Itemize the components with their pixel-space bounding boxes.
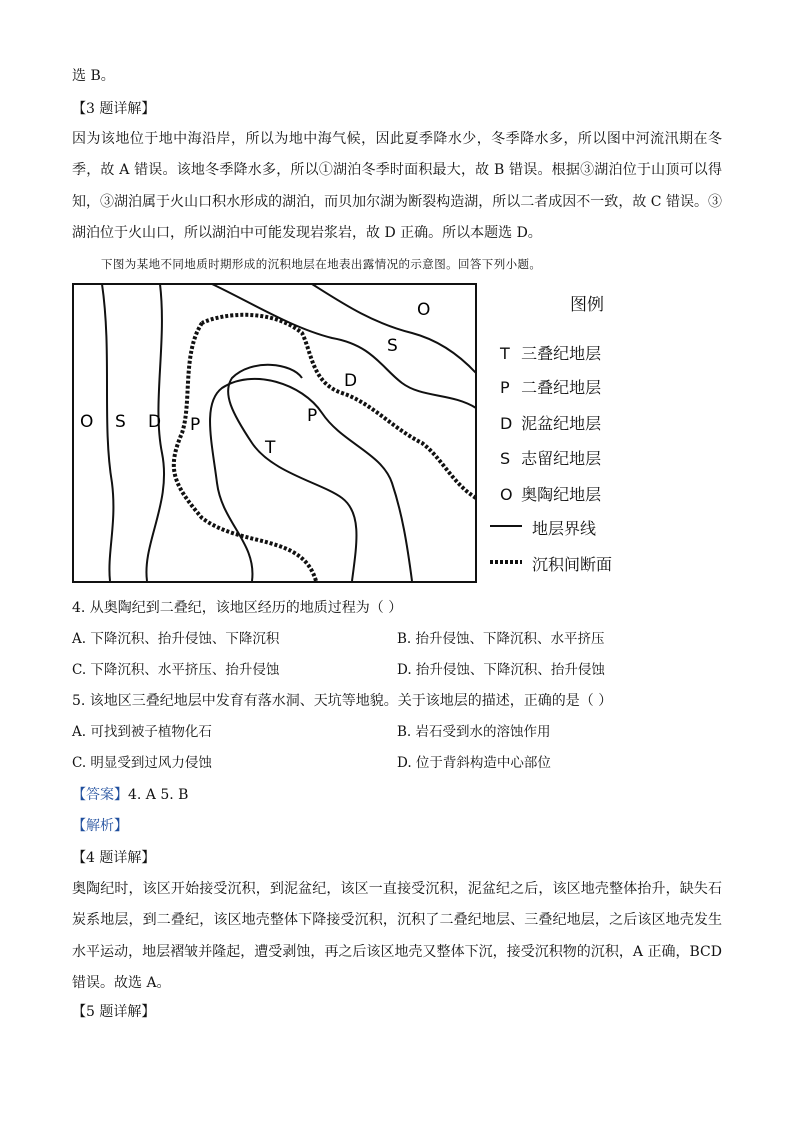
q5-option-a: A. 可找到被子植物化石	[72, 724, 212, 740]
legend-unconformity-label: 沉积间断面	[532, 555, 613, 574]
map-label-d-left: D	[148, 412, 162, 432]
legend-item-o: O 奥陶纪地层	[500, 485, 602, 504]
map-label-o-left: O	[80, 412, 94, 432]
q5-option-d: D. 位于背斜构造中心部位	[397, 755, 551, 771]
map-label-p-left: P	[190, 415, 201, 435]
analysis-label: 【解析】	[72, 818, 128, 834]
answer-line	[72, 785, 188, 805]
answer-value: 4. A 5. B	[128, 787, 189, 803]
legend-item-d: D 泥盆纪地层	[500, 414, 602, 433]
legend-title: 图例	[570, 295, 604, 315]
q4-detail-text: 奥陶纪时，该区开始接受沉积，到泥盆纪，该区一直接受沉积，泥盆纪之后，该区地壳整体抬升，缺失石炭系地层，到二叠纪，该区地壳整体下降接受沉积，沉积了二叠纪地层、三叠纪地层，之后该区地壳发生水平运动，地层褶皱并隆起，遭受剥蚀，再之后该区地壳又整体下沉，接受沉积物的沉积，A 正确，BCD 错误。故选 A。	[72, 881, 722, 992]
previous-answer-tail: 选 B。	[72, 68, 115, 84]
map-frame	[73, 284, 476, 582]
map-label-t-center: T	[265, 438, 276, 458]
q3-detail-text: 因为该地位于地中海沿岸，所以为地中海气候，因此夏季降水少，冬季降水多，所以图中河流汛期在冬季，故 A 错误。该地冬季降水多，所以①湖泊冬季时面积最大，故 B 错误。根据③湖泊位于山顶可以得知，③湖泊属于火山口积水形成的湖泊，而贝加尔湖为断裂构造湖，所以二者成因不一致，故 C 错误。③湖泊位于火山口，所以湖泊中可能发现岩浆岩，故 D 正确。所以本题选 D。	[72, 131, 722, 242]
legend-item-s: S 志留纪地层	[500, 449, 602, 468]
q5-option-b: B. 岩石受到水的溶蚀作用	[397, 724, 551, 740]
map-label-o-top: O	[417, 300, 431, 320]
q5-option-c: C. 明显受到过风力侵蚀	[72, 755, 212, 771]
q4-option-b: B. 抬升侵蚀、下降沉积、水平挤压	[397, 631, 605, 647]
answer-label: 【答案】	[72, 787, 128, 803]
boundary-line-symbol	[490, 520, 522, 532]
legend-item-p: P 二叠纪地层	[500, 378, 602, 397]
q5-stem: 5. 该地区三叠纪地层中发育有落水洞、天坑等地貌。关于该地层的描述，正确的是（ ）	[72, 693, 613, 709]
q4-option-c: C. 下降沉积、水平挤压、抬升侵蚀	[72, 662, 280, 678]
unconformity-symbol	[490, 556, 522, 568]
legend-boundary-label: 地层界线	[532, 519, 597, 538]
q4-option-d: D. 抬升侵蚀、下降沉积、抬升侵蚀	[397, 662, 605, 678]
map-label-d-mid: D	[344, 371, 358, 391]
map-label-s-left: S	[115, 412, 126, 432]
q4-detail-title: 【4 题详解】	[72, 850, 156, 866]
map-label-p-mid: P	[307, 406, 318, 426]
geologic-map	[72, 283, 477, 583]
map-label-s-top: S	[387, 336, 398, 356]
q5-detail-title: 【5 题详解】	[72, 1004, 156, 1020]
q4-option-a: A. 下降沉积、抬升侵蚀、下降沉积	[72, 631, 280, 647]
legend-item-t: T 三叠纪地层	[500, 344, 602, 363]
question-intro: 下图为某地不同地质时期形成的沉积地层在地表出露情况的示意图。回答下列小题。	[101, 257, 542, 271]
q3-detail-title: 【3 题详解】	[72, 101, 156, 117]
q4-stem: 4. 从奥陶纪到二叠纪，该地区经历的地质过程为（ ）	[72, 600, 403, 616]
